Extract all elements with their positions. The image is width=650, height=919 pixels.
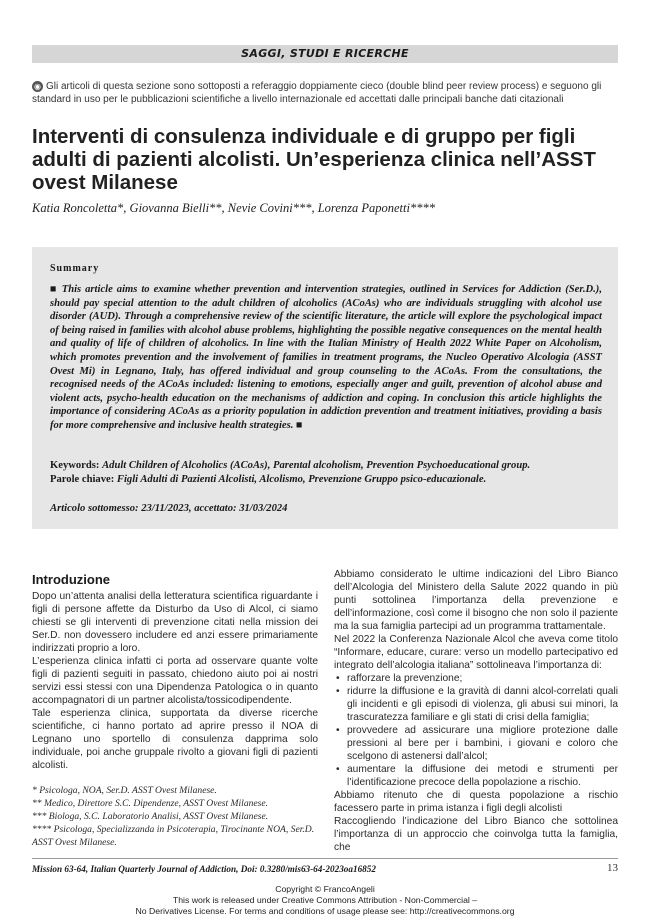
footnote: *** Biologa, S.C. Laboratorio Analisi, ASST Ovest Milanese. [32, 811, 269, 822]
intro-paragraph: Dopo un’attenta analisi della letteratura scientifica riguardante i figli di persone affette da Disturbo da Uso di Alcol, ci siamo chiesti se gli interventi di prevenzione citati nella mission dei Ser.D. non dovessero includere ed anzi essere primariamente indirizzati proprio a loro. [32, 591, 318, 654]
license-notice [0, 884, 650, 917]
body-paragraph: Nel 2022 la Conferenza Nazionale Alcol che aveva come titolo “Informare, educare, curare: verso un modello partecipativo ed integrato dell’alcologia italiana” sottolineava l’importanza di: [334, 634, 618, 671]
intro-paragraph: Tale esperienza clinica, supportata da diverse ricerche scientifiche, ci hanno portato ad aprire presso il NOA di Legnano uno sportello di consulenza dapprima solo individuale, poi anche gruppale rivolto a giovani figli di pazienti alcolisti. [32, 708, 318, 771]
list-item: • ridurre la diffusione e la gravità di danni alcol-correlati quali gli incidenti e gli episodi di violenza, gli abusi sui minori, la trascuratezza familiare e gli stati di crisi della famiglia; [334, 685, 618, 724]
right-column [334, 568, 618, 854]
footnote: ** Medico, Direttore S.C. Dipendenze, ASST Ovest Milanese. [32, 798, 269, 809]
license-line: This work is released under Creative Commons Attribution - Non-Commercial – [172, 895, 478, 905]
author-footnotes [32, 784, 322, 849]
journal-citation: Mission 63-64, Italian Quarterly Journal of Addiction, Doi: 0.3280/mis63-64-2023oa16852 [32, 864, 376, 874]
keywords-text: Adult Children of Alcoholics (ACoAs), Parental alcoholism, Prevention Psychoeducational group. [102, 460, 531, 471]
page-number: 13 [607, 862, 618, 874]
parole-chiave-line [50, 473, 610, 487]
body-paragraph: Abbiamo ritenuto che di questa popolazione a rischio facessero parte in prima istanza i figli degli alcolisti [334, 790, 618, 814]
summary-heading: Summary [50, 263, 100, 274]
list-item: • provvedere ad assicurare una migliore protezione dalle pressioni al bere per i bambini, i giovani e coloro che scelgono di astenersi dall’alcol; [334, 724, 618, 763]
peer-review-icon: ◉ [32, 81, 43, 92]
peer-review-text: Gli articoli di questa sezione sono sottoposti a referaggio doppiamente cieco (double blind peer review process) e seguono gli standard in uso per le pubblicazioni scientifiche a livello internazionale ed accettati dalle principali banche dati citazionali [32, 81, 602, 105]
summary-body: ■ This article aims to examine whether prevention and intervention strategies, outlined in Services for Addiction (Ser.D.), should pay special attention to the adult children of alcoholics (ACoAs) who are individuals struggling with alcohol use disorder (AUD). Through a comprehensive review of the scientific literature, the article will explore the psychological impact of being raised in families with alcohol abuse problems, highlighting the possible negative consequences on the mental health and quality of life of children of alcoholics. In line with the Italian Ministry of Health 2022 White Paper on Alcoholism, which promotes prevention and the involvement of families in treatment programs, the Nucleo Operativo Alcologia (ASST Ovest Mi) in Legnano, Italy, has offered individual and group counseling to the ACoAs. From the consultations, the recognised needs of the ACoAs included: listening to emotions, especially anger and guilt, prevention of alcohol abuse and violent acts, psycho-health education on the mechanisms of addiction and coping. In conclusion this article highlights the importance of considering ACoAs as a priority population in addiction prevention and treatment initiatives, providing a basis for more comprehensive and inclusive health strategies. ■ [50, 284, 602, 431]
priority-list [334, 672, 618, 789]
footnote: * Psicologa, NOA, Ser.D. ASST Ovest Milanese. [32, 785, 217, 796]
left-column [32, 590, 318, 772]
keywords-label: Keywords: [50, 460, 100, 471]
peer-review-note [32, 80, 622, 106]
body-paragraph: Abbiamo considerato le ultime indicazioni del Libro Bianco dell’Alcologia del Ministero della Salute 2022 quando in più punti sottolinea l’importanza della prevenzione e dell’informazione, così come il bisogno che non solo il paziente ma la sua famiglia partecipi ad un programma trattamentale. [334, 569, 618, 632]
intro-paragraph: L’esperienza clinica infatti ci porta ad osservare quante volte figli di pazienti seguiti in passato, chiedono aiuto poi ai nostri servizi essi stessi con una Dipendenza Patologica o in quanto accompagnatori di un partner alcolista/tossicodipendente. [32, 656, 318, 706]
keywords-line [50, 459, 610, 473]
article-authors: Katia Roncoletta*, Giovanna Bielli**, Nevie Covini***, Lorenza Paponetti**** [32, 201, 435, 215]
article-title: Interventi di consulenza individuale e di gruppo per figli adulti di pazienti alcolisti. Un’esperienza clinica nell’ASST ovest Milanese [32, 125, 596, 194]
copyright-line: Copyright © FrancoAngeli [275, 884, 375, 894]
parole-chiave-text: Figli Adulti di Pazienti Alcolisti, Alcolismo, Prevenzione Gruppo psico-educazionale. [116, 474, 487, 485]
footnote: **** Psicologa, Specializzanda in Psicoterapia, Tirocinante NOA, Ser.D. ASST Ovest Milanese. [32, 824, 315, 848]
summary-box [32, 247, 618, 529]
parole-chiave-label: Parole chiave: [50, 474, 115, 485]
introduction-heading: Introduzione [32, 572, 110, 587]
license-line: No Derivatives License. For terms and conditions of usage please see: http://creativecommons.org [135, 906, 515, 916]
body-paragraph: Raccogliendo l’indicazione del Libro Bianco che sottolinea l’importanza di un approccio che coinvolga tutta la famiglia, che [334, 816, 618, 853]
submission-dates: Articolo sottomesso: 23/11/2023, accettato: 31/03/2024 [50, 503, 288, 514]
list-item: • aumentare la diffusione dei metodi e strumenti per l’identificazione precoce della popolazione a rischio. [334, 763, 618, 789]
section-banner: SAGGI, STUDI E RICERCHE [32, 45, 618, 63]
list-item: • rafforzare la prevenzione; [334, 672, 618, 685]
footer-divider [32, 858, 618, 859]
